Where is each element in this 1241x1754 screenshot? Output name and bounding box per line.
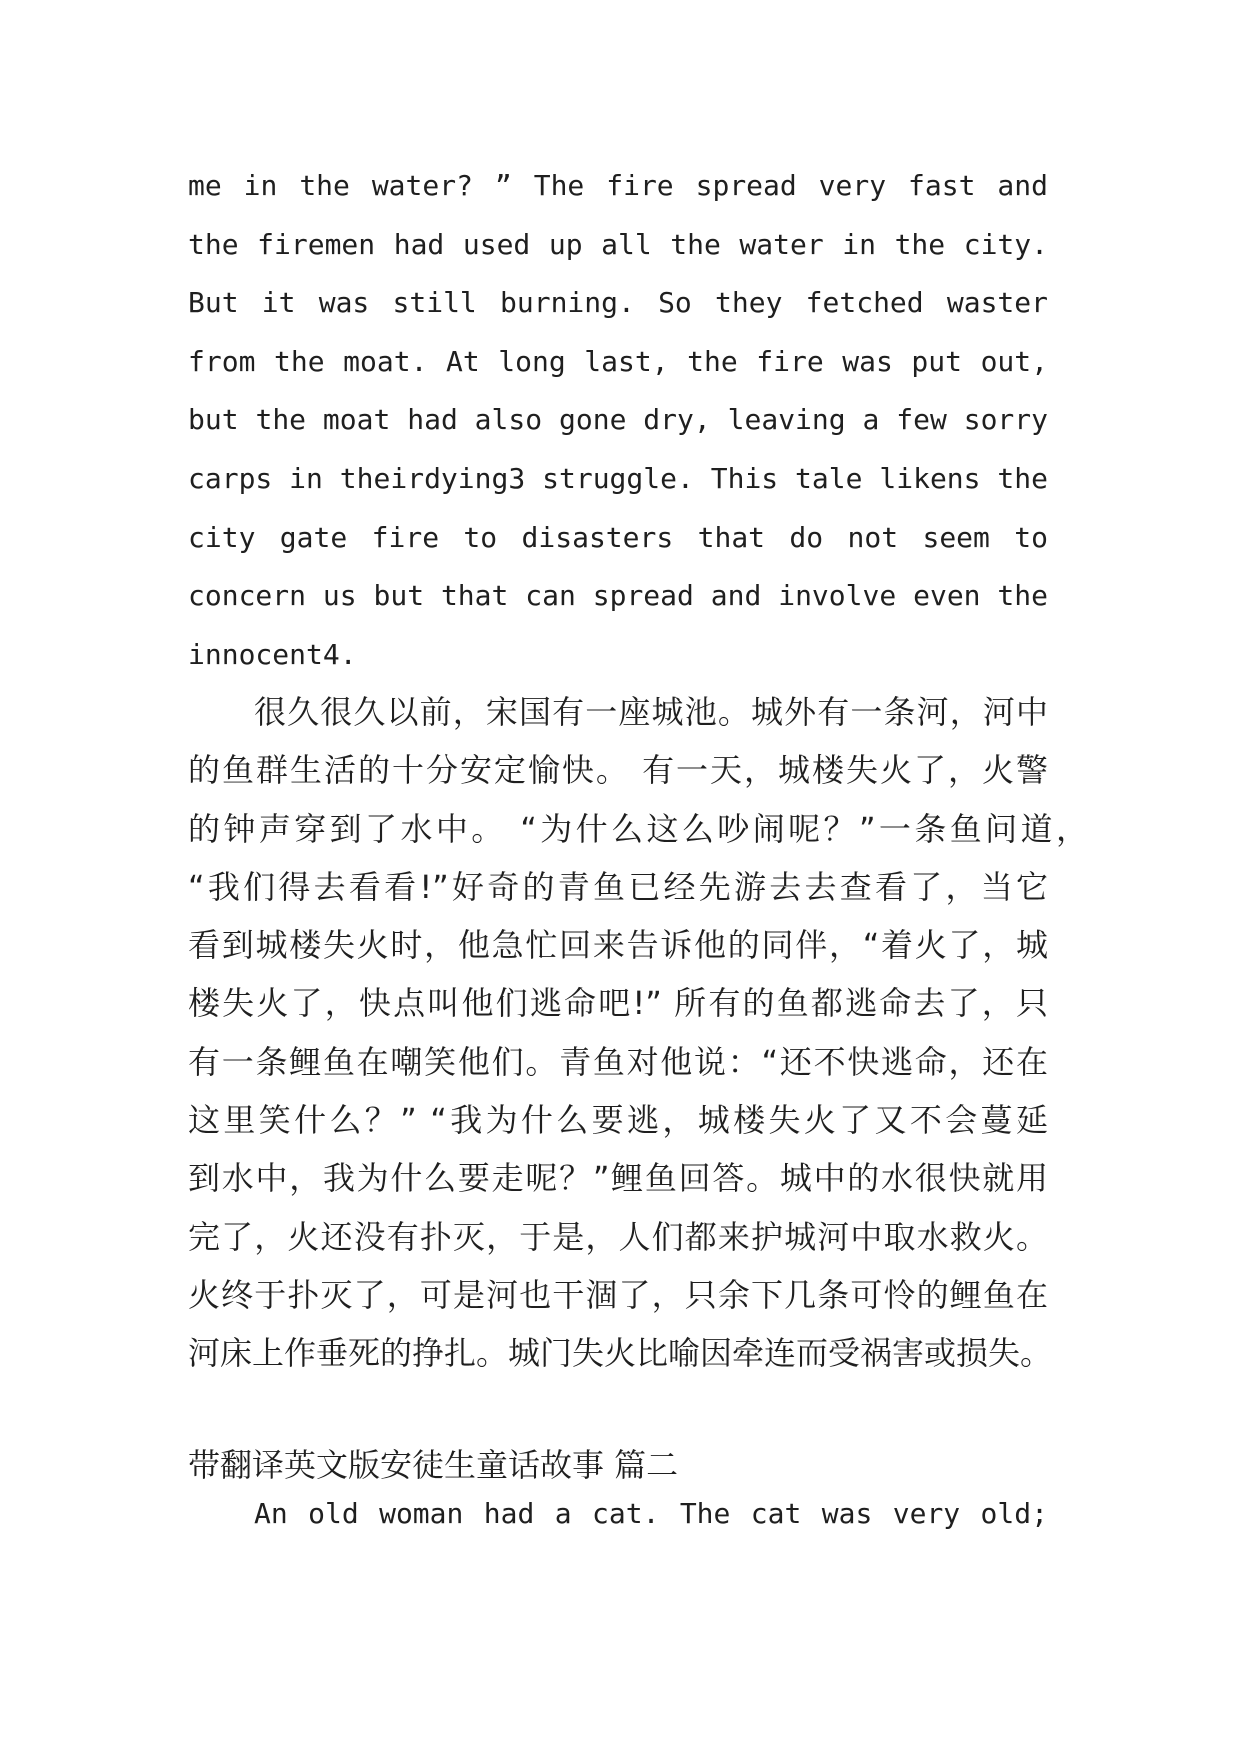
next-paragraph-start: An old woman had a cat. The cat was very old; — [254, 1497, 1048, 1530]
text-line: 的钟声穿到了水中。 “为什么这么吵闹呢？”一条鱼问道， — [188, 809, 1088, 848]
text-line: but the moat had also gone dry, leaving a few sorry — [188, 403, 1048, 437]
text-line: 河床上作垂死的挣扎。城门失火比喻因牵连而受祸害或损失。 — [188, 1334, 1053, 1373]
text-line: 完了，火还没有扑灭，于是，人们都来护城河中取水救火。 — [188, 1217, 1048, 1256]
text-line: me in the water? ” The fire spread very fast and — [188, 169, 1048, 202]
text-line: from the moat. At long last, the fire was put out, — [188, 344, 1048, 378]
text-line: 楼失火了，快点叫他们逃命吧!” 所有的鱼都逃命去了，只 — [188, 984, 1048, 1023]
text-line: 火终于扑灭了，可是河也干涸了，只余下几条可怜的鲤鱼在 — [188, 1275, 1048, 1314]
text-line: innocent4. — [188, 637, 357, 671]
text-line: the firemen had used up all the water in the city. — [188, 227, 1048, 261]
text-line: 这里笑什么？” “我为什么要逃，城楼失火了又不会蔓延 — [188, 1101, 1048, 1140]
text-line: “我们得去看看!”好奇的青鱼已经先游去去查看了，当它 — [188, 867, 1048, 906]
text-line: But it was still burning. So they fetched waster — [188, 286, 1048, 320]
chinese-paragraph — [188, 683, 1088, 1383]
english-paragraph — [188, 157, 1048, 684]
text-line: 到水中，我为什么要走呢？”鲤鱼回答。城中的水很快就用 — [188, 1159, 1048, 1198]
text-line: 看到城楼失火时，他急忙回来告诉他的同伴，“着火了，城 — [188, 926, 1048, 965]
text-line: 很久很久以前，宋国有一座城池。城外有一条河，河中 — [254, 693, 1048, 731]
text-line: 的鱼群生活的十分安定愉快。 有一天，城楼失火了，火警 — [188, 751, 1048, 790]
text-line: city gate fire to disasters that do not seem to — [188, 520, 1048, 554]
text-line: concern us but that can spread and involve even the — [188, 579, 1048, 613]
text-line: 有一条鲤鱼在嘲笑他们。青鱼对他说：“还不快逃命，还在 — [188, 1042, 1048, 1081]
text-line: carps in theirdying3 struggle. This tale likens the — [188, 461, 1048, 495]
section-heading: 带翻译英文版安徒生童话故事 篇二 — [188, 1446, 679, 1484]
